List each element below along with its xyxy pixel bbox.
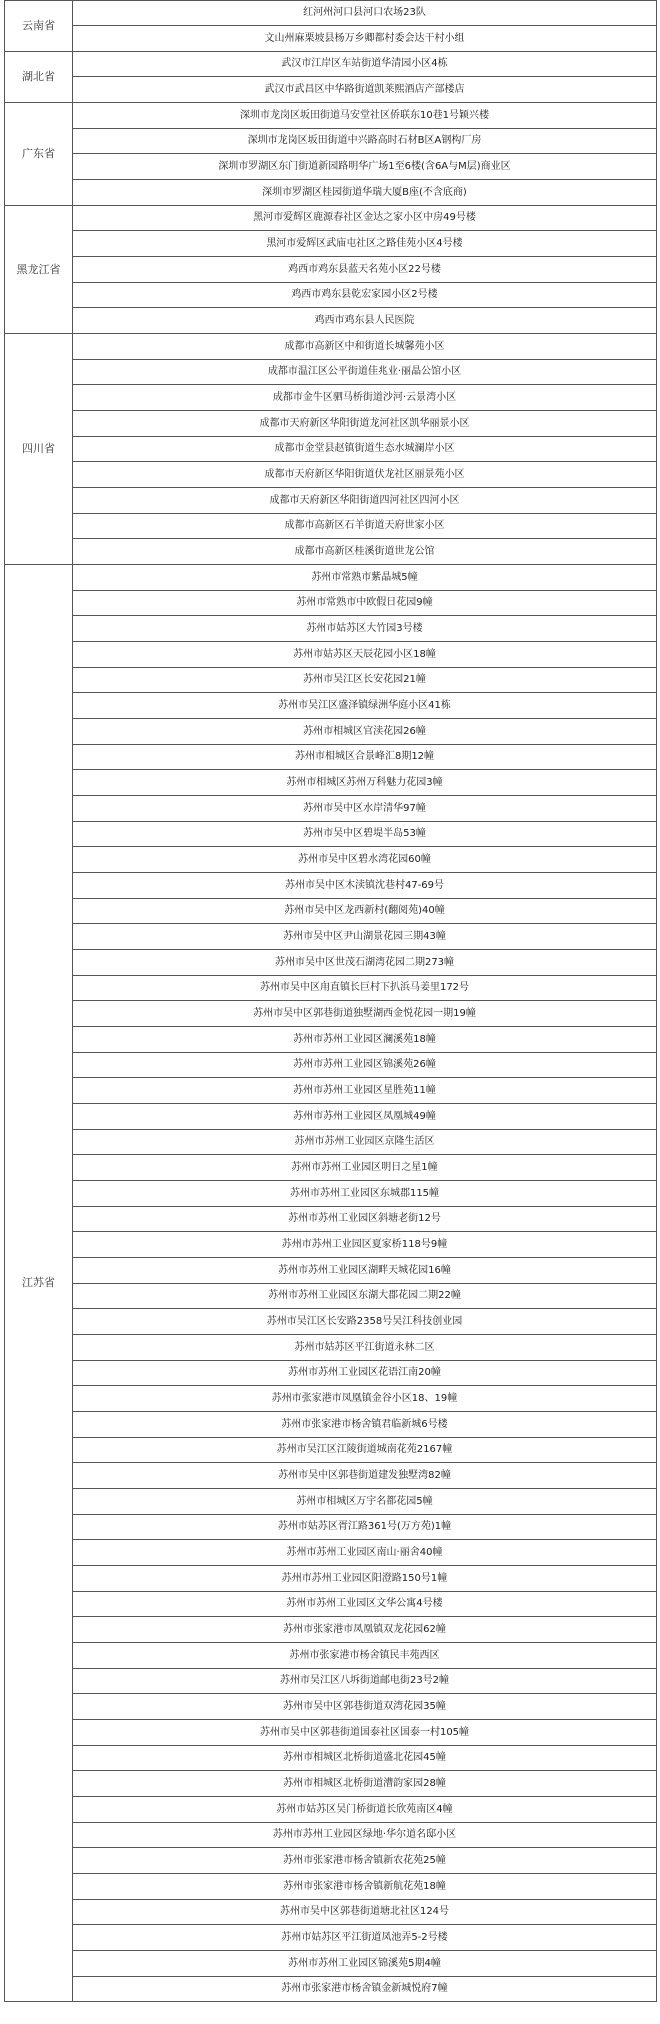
area-cell: 苏州市吴江区长安路2358号吴江科技创业园 — [73, 1309, 657, 1335]
table-row — [5, 976, 657, 1001]
table-row — [5, 283, 657, 308]
area-cell: 苏州市苏州工业园区花语江南20幢 — [73, 1361, 657, 1386]
area-cell: 苏州市张家港市凤凰镇金谷小区18、19幢 — [73, 1386, 657, 1412]
table-row — [5, 411, 657, 437]
area-cell: 红河州河口县河口农场23队 — [73, 1, 657, 26]
area-cell: 深圳市龙岗区坂田街道中兴路高时石材B区A钢构厂房 — [73, 129, 657, 154]
table-row — [5, 1412, 657, 1438]
table-row — [5, 52, 657, 77]
risk-area-table-body — [5, 1, 657, 2002]
area-cell: 苏州市吴中区郭巷街道塘北社区124号 — [73, 1900, 657, 1925]
area-cell: 苏州市姑苏区平江街道凤池弄5-2号楼 — [73, 1925, 657, 1951]
area-cell: 苏州市姑苏区平江街道永林二区 — [73, 1335, 657, 1361]
table-row — [5, 231, 657, 257]
area-cell: 苏州市苏州工业园区阳澄路150号1幢 — [73, 1566, 657, 1592]
table-row — [5, 514, 657, 539]
area-cell: 鸡西市鸡东县人民医院 — [73, 308, 657, 334]
area-cell: 苏州市吴中区郭巷街道建发独墅湾82幢 — [73, 1463, 657, 1489]
area-cell: 苏州市常熟市中欧假日花园9幢 — [73, 591, 657, 616]
area-cell: 苏州市常熟市紫晶城5幢 — [73, 565, 657, 591]
table-row — [5, 668, 657, 693]
table-row — [5, 1771, 657, 1797]
area-cell: 苏州市吴中区甪直镇长巨村下扒浜马姜里172号 — [73, 976, 657, 1001]
table-row — [5, 1104, 657, 1130]
table-row — [5, 1977, 657, 2002]
table-row — [5, 1027, 657, 1053]
area-cell: 苏州市苏州工业园区锦溪苑26幢 — [73, 1053, 657, 1078]
area-cell: 成都市天府新区华阳街道四河社区四河小区 — [73, 488, 657, 514]
area-cell: 武汉市武昌区中华路街道凯莱熙酒店产部楼店 — [73, 77, 657, 103]
area-cell: 苏州市姑苏区胥江路361号(万方苑)1幢 — [73, 1515, 657, 1540]
area-cell: 深圳市罗湖区桂园街道华瑞大厦B座(不含底商) — [73, 180, 657, 206]
table-row — [5, 616, 657, 642]
table-row — [5, 488, 657, 514]
table-row — [5, 1874, 657, 1900]
table-row — [5, 1669, 657, 1694]
table-row — [5, 1951, 657, 1977]
table-row — [5, 1207, 657, 1232]
table-row — [5, 565, 657, 591]
province-cell: 江苏省 — [5, 565, 73, 2002]
table-row — [5, 1617, 657, 1643]
area-cell: 苏州市姑苏区大竹园3号楼 — [73, 616, 657, 642]
table-row — [5, 77, 657, 103]
table-row — [5, 1746, 657, 1771]
table-row — [5, 822, 657, 847]
table-row — [5, 1335, 657, 1361]
area-cell: 苏州市苏州工业园区澜溪苑18幢 — [73, 1027, 657, 1053]
area-cell: 苏州市相城区官渎花园26幢 — [73, 719, 657, 745]
area-cell: 苏州市吴中区郭巷街道双湾花园35幢 — [73, 1694, 657, 1720]
province-cell: 湖北省 — [5, 52, 73, 103]
table-row — [5, 1489, 657, 1515]
table-row — [5, 693, 657, 719]
table-row — [5, 770, 657, 796]
table-row — [5, 1515, 657, 1540]
table-row — [5, 745, 657, 770]
table-row — [5, 1797, 657, 1823]
table-row — [5, 1540, 657, 1566]
table-row — [5, 1181, 657, 1207]
area-cell: 苏州市姑苏区吴门桥街道长欣苑南区4幢 — [73, 1797, 657, 1823]
area-cell: 苏州市吴中区碧堤半岛53幢 — [73, 822, 657, 847]
area-cell: 成都市高新区桂溪街道世龙公馆 — [73, 539, 657, 565]
table-row — [5, 1592, 657, 1617]
table-row — [5, 950, 657, 976]
province-cell: 黑龙江省 — [5, 206, 73, 334]
table-row — [5, 1284, 657, 1309]
area-cell: 深圳市龙岗区坂田街道马安堂社区侨联东10巷1号颖兴楼 — [73, 103, 657, 129]
table-row — [5, 1925, 657, 1951]
area-cell: 苏州市苏州工业园区斜塘老街12号 — [73, 1207, 657, 1232]
area-cell: 苏州市张家港市杨舍镇新航花苑18幢 — [73, 1874, 657, 1900]
area-cell: 苏州市苏州工业园区文华公寓4号楼 — [73, 1592, 657, 1617]
table-row — [5, 103, 657, 129]
province-cell: 广东省 — [5, 103, 73, 206]
province-cell: 四川省 — [5, 334, 73, 565]
table-row — [5, 873, 657, 899]
area-cell: 苏州市张家港市杨舍镇君临新城6号楼 — [73, 1412, 657, 1438]
table-row — [5, 642, 657, 668]
area-cell: 苏州市相城区苏州万科魅力花园3幢 — [73, 770, 657, 796]
table-row — [5, 1001, 657, 1027]
table-row — [5, 129, 657, 154]
table-row — [5, 1155, 657, 1181]
area-cell: 苏州市吴中区郭巷街道国泰社区国泰一村105幢 — [73, 1720, 657, 1746]
table-row — [5, 437, 657, 462]
table-row — [5, 1438, 657, 1463]
table-row — [5, 308, 657, 334]
area-cell: 苏州市苏州工业园区星胜苑11幢 — [73, 1078, 657, 1104]
area-cell: 苏州市吴江区八坼街道邮电街23号2幢 — [73, 1669, 657, 1694]
table-row — [5, 591, 657, 616]
area-cell: 成都市金牛区驷马桥街道沙河·云景湾小区 — [73, 385, 657, 411]
table-row — [5, 385, 657, 411]
area-cell: 苏州市张家港市杨舍镇新农花苑25幢 — [73, 1848, 657, 1874]
table-row — [5, 1078, 657, 1104]
area-cell: 苏州市张家港市杨舍镇民丰苑西区 — [73, 1643, 657, 1669]
area-cell: 苏州市吴中区碧水湾花园60幢 — [73, 847, 657, 873]
table-row — [5, 1309, 657, 1335]
area-cell: 文山州麻栗坡县杨万乡卿都村委会达干村小组 — [73, 26, 657, 52]
area-cell: 苏州市苏州工业园区东城郡115幢 — [73, 1181, 657, 1207]
table-row — [5, 206, 657, 231]
area-cell: 成都市天府新区华阳街道伏龙社区丽景苑小区 — [73, 462, 657, 488]
table-row — [5, 180, 657, 206]
table-row — [5, 154, 657, 180]
area-cell: 苏州市吴中区木渎镇沈巷村47-69号 — [73, 873, 657, 899]
area-cell: 苏州市吴江区长安花园21幢 — [73, 668, 657, 693]
area-cell: 苏州市吴江区盛泽镇绿洲华庭小区41栋 — [73, 693, 657, 719]
area-cell: 苏州市苏州工业园区锦溪苑5期4幢 — [73, 1951, 657, 1977]
area-cell: 苏州市相城区万宇名都花园5幢 — [73, 1489, 657, 1515]
area-cell: 苏州市张家港市杨舍镇金新城悦府7幢 — [73, 1977, 657, 2002]
table-row — [5, 719, 657, 745]
table-row — [5, 924, 657, 950]
area-cell: 苏州市相城区合景峰汇8期12幢 — [73, 745, 657, 770]
table-row — [5, 1823, 657, 1848]
area-cell: 苏州市苏州工业园区湖畔天城花园16幢 — [73, 1258, 657, 1284]
area-cell: 苏州市苏州工业园区凤凰城49幢 — [73, 1104, 657, 1130]
table-row — [5, 1361, 657, 1386]
table-row — [5, 360, 657, 385]
table-row — [5, 1386, 657, 1412]
area-cell: 黑河市爱辉区武庙屯社区之路佳苑小区4号楼 — [73, 231, 657, 257]
table-row — [5, 26, 657, 52]
area-cell: 深圳市罗湖区东门街道新园路明华广场1至6楼(含6A与M层)商业区 — [73, 154, 657, 180]
area-cell: 苏州市吴中区尹山湖景花园三期43幢 — [73, 924, 657, 950]
area-cell: 苏州市吴江区江陵街道城南花苑2167幢 — [73, 1438, 657, 1463]
table-row — [5, 1, 657, 26]
table-row — [5, 1463, 657, 1489]
area-cell: 苏州市苏州工业园区东湖大郡花园二期22幢 — [73, 1284, 657, 1309]
table-row — [5, 1232, 657, 1258]
table-row — [5, 1720, 657, 1746]
risk-area-table — [4, 0, 657, 2002]
area-cell: 苏州市苏州工业园区京隆生活区 — [73, 1130, 657, 1155]
area-cell: 鸡西市鸡东县蓝天名苑小区22号楼 — [73, 257, 657, 283]
area-cell: 鸡西市鸡东县乾宏家园小区2号楼 — [73, 283, 657, 308]
area-cell: 黑河市爱辉区鹿源春社区金达之家小区中房49号楼 — [73, 206, 657, 231]
area-cell: 苏州市苏州工业园区绿地·华尔道名邸小区 — [73, 1823, 657, 1848]
area-cell: 成都市高新区石羊街道天府世家小区 — [73, 514, 657, 539]
table-row — [5, 539, 657, 565]
table-row — [5, 462, 657, 488]
table-row — [5, 1566, 657, 1592]
table-row — [5, 1900, 657, 1925]
table-row — [5, 1053, 657, 1078]
area-cell: 苏州市吴中区世茂石湖湾花园二期273幢 — [73, 950, 657, 976]
area-cell: 苏州市苏州工业园区明日之星1幢 — [73, 1155, 657, 1181]
area-cell: 成都市高新区中和街道长城馨苑小区 — [73, 334, 657, 360]
area-cell: 成都市温江区公平街道佳兆业·丽晶公馆小区 — [73, 360, 657, 385]
table-row — [5, 1694, 657, 1720]
table-row — [5, 899, 657, 924]
area-cell: 苏州市张家港市凤凰镇双龙花园62幢 — [73, 1617, 657, 1643]
area-cell: 苏州市吴中区郭巷街道独墅湖西金悦花园一期19幢 — [73, 1001, 657, 1027]
area-cell: 苏州市苏州工业园区夏家桥118号9幢 — [73, 1232, 657, 1258]
area-cell: 成都市金堂县赵镇街道生态水城澜岸小区 — [73, 437, 657, 462]
area-cell: 苏州市吴中区龙西新村(翻阅苑)40幢 — [73, 899, 657, 924]
table-row — [5, 334, 657, 360]
table-row — [5, 257, 657, 283]
province-cell: 云南省 — [5, 1, 73, 52]
table-row — [5, 1130, 657, 1155]
area-cell: 武汉市江岸区车站街道华清园小区4栋 — [73, 52, 657, 77]
area-cell: 成都市天府新区华阳街道龙河社区凯华丽景小区 — [73, 411, 657, 437]
table-row — [5, 796, 657, 822]
table-row — [5, 847, 657, 873]
area-cell: 苏州市姑苏区天辰花园小区18幢 — [73, 642, 657, 668]
area-cell: 苏州市吴中区水岸清华97幢 — [73, 796, 657, 822]
table-row — [5, 1258, 657, 1284]
area-cell: 苏州市相城区北桥街道盛北花园45幢 — [73, 1746, 657, 1771]
area-cell: 苏州市相城区北桥街道漕韵家园28幢 — [73, 1771, 657, 1797]
area-cell: 苏州市苏州工业园区南山·丽舍40幢 — [73, 1540, 657, 1566]
table-row — [5, 1848, 657, 1874]
table-row — [5, 1643, 657, 1669]
